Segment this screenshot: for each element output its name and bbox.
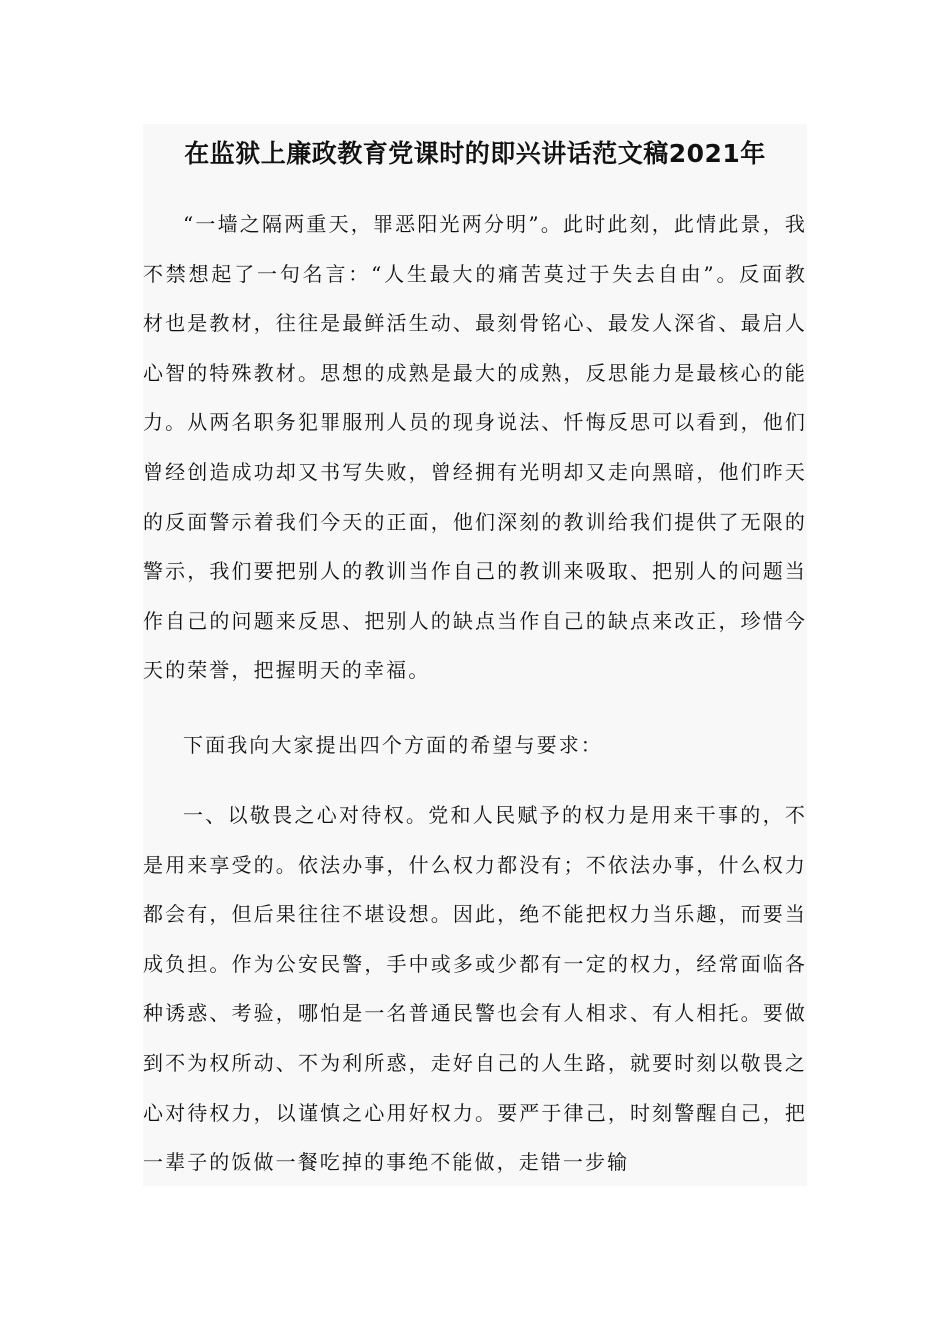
paragraph-requirements-lead: 下面我向大家提出四个方面的希望与要求： [183,733,603,757]
document-page [143,124,807,1186]
paragraph-intro: “一墙之隔两重天，罪恶阳光两分明”。此时此刻，此情此景，我不禁想起了一句名言：“人生最大的痛苦莫过于失去自由”。反面教材也是教材，往往是最鲜活生动、最刻骨铭心、最发人深省、最启人心智的特殊教材。思想的成熟是最大的成熟，反思能力是最核心的能力。从两名职务犯罪服刑人员的现身说法、忏悔反思可以看到，他们曾经创造成功却又书写失败，曾经拥有光明却又走向黑暗，他们昨天的反面警示着我们今天的正面，他们深刻的教训给我们提供了无限的警示，我们要把别人的教训当作自己的教训来吸取、把别人的问题当作自己的问题来反思、把别人的缺点当作自己的缺点来改正，珍惜今天的荣誉，把握明天的幸福。 [143,212,807,683]
document-title: 在监狱上廉政教育党课时的即兴讲话范文稿2021年 [184,139,766,168]
paragraph-point-one: 一、以敬畏之心对待权。党和人民赋予的权力是用来干事的，不是用来享受的。依法办事，什么权力都没有；不依法办事，什么权力都会有，但后果往往不堪设想。因此，绝不能把权力当乐趣，而要当成负担。作为公安民警，手中或多或少都有一定的权力，经常面临各种诱惑、考验，哪怕是一名普通民警也会有人相求、有人相托。要做到不为权所动、不为利所惑，走好自己的人生路，就要时刻以敬畏之心对待权力，以谨慎之心用好权力。要严于律己，时刻警醒自己，把一辈子的饭做一餐吃掉的事绝不能做，走错一步输 [143,803,807,1175]
